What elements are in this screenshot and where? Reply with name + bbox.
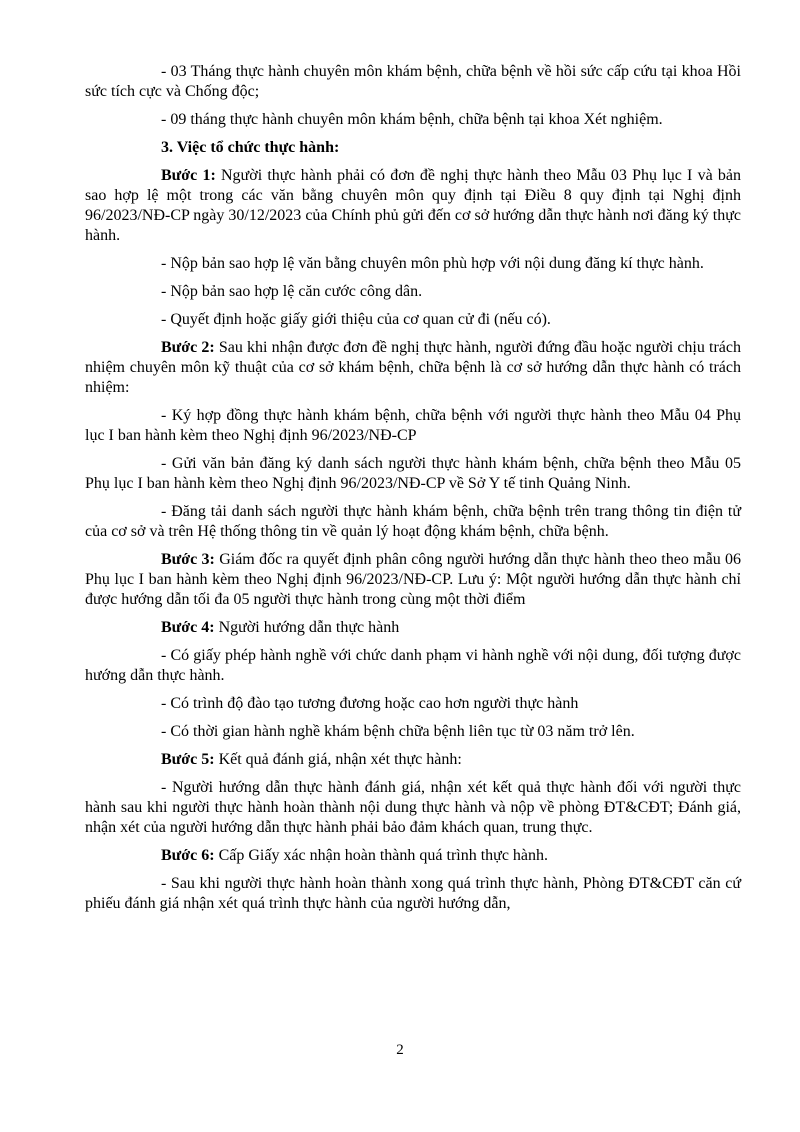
paragraph-text: Giám đốc ra quyết định phân công người hướng dẫn thực hành theo theo mẫu 06 Phụ lục I ban hành kèm theo Nghị định 96/2023/NĐ-CP. Lưu ý: Một người hướng dẫn thực hành chỉ được hướng dẫn tối đa 05 người thực hành trong cùng một thời điểm <box>85 551 742 608</box>
section-heading-label: 3. Việc tổ chức thực hành: <box>161 139 340 156</box>
paragraph <box>85 110 741 130</box>
paragraph-text: - 09 tháng thực hành chuyên môn khám bệnh, chữa bệnh tại khoa Xét nghiệm. <box>161 111 663 128</box>
paragraph <box>85 722 741 742</box>
step-label: Bước 4: <box>161 619 219 636</box>
paragraph-text: - Có giấy phép hành nghề với chức danh phạm vi hành nghề với nội dung, đối tượng được hướng dẫn thực hành. <box>85 647 741 684</box>
paragraph-text: - Nộp bản sao hợp lệ văn bằng chuyên môn phù hợp với nội dung đăng kí thực hành. <box>161 255 704 272</box>
step-paragraph <box>85 618 741 638</box>
paragraph-text: - Có trình độ đào tạo tương đương hoặc cao hơn người thực hành <box>161 695 579 712</box>
paragraph <box>85 62 741 102</box>
step-paragraph <box>85 166 741 246</box>
document-body <box>85 62 741 922</box>
paragraph-text: - Có thời gian hành nghề khám bệnh chữa bệnh liên tục từ 03 năm trở lên. <box>161 723 635 740</box>
paragraph-text: - Đăng tải danh sách người thực hành khám bệnh, chữa bệnh trên trang thông tin điện tử của cơ sở và trên Hệ thống thông tin về quản lý hoạt động khám bệnh, chữa bệnh. <box>85 503 741 540</box>
step-label: Bước 2: <box>161 339 219 356</box>
page-number: 2 <box>396 1042 404 1058</box>
paragraph-text: - Quyết định hoặc giấy giới thiệu của cơ quan cử đi (nếu có). <box>161 311 551 328</box>
paragraph-text: Người thực hành phải có đơn đề nghị thực hành theo Mẫu 03 Phụ lục I và bản sao hợp lệ một trong các văn bằng chuyên môn quy định tại Điều 8 quy định tại Nghị định 96/2023/NĐ-CP ngày 30/12/2023 của Chính phủ gửi đến cơ sở hướng dẫn thực hành nơi đăng ký thực hành. <box>85 167 741 244</box>
step-label: Bước 1: <box>161 167 221 184</box>
paragraph <box>85 454 741 494</box>
paragraph <box>85 778 741 838</box>
paragraph <box>85 254 741 274</box>
paragraph-text: - Người hướng dẫn thực hành đánh giá, nhận xét kết quả thực hành đối với người thực hành sau khi người thực hành hoàn thành nội dung thực hành và nộp về phòng ĐT&CĐT; Đánh giá, nhận xét của người hướng dẫn thực hành phải bảo đảm khách quan, trung thực. <box>85 779 741 836</box>
paragraph <box>85 282 741 302</box>
paragraph-text: Cấp Giấy xác nhận hoàn thành quá trình thực hành. <box>218 847 549 864</box>
paragraph <box>85 502 741 542</box>
step-paragraph <box>85 750 741 770</box>
paragraph-text: Kết quả đánh giá, nhận xét thực hành: <box>218 751 462 768</box>
paragraph-text: - Nộp bản sao hợp lệ căn cước công dân. <box>161 283 423 300</box>
paragraph-text: - Ký hợp đồng thực hành khám bệnh, chữa bệnh với người thực hành theo Mẫu 04 Phụ lục I ban hành kèm theo Nghị định 96/2023/NĐ-CP <box>85 407 741 444</box>
paragraph <box>85 874 741 914</box>
step-paragraph <box>85 846 741 866</box>
paragraph <box>85 406 741 446</box>
paragraph-text: - Sau khi người thực hành hoàn thành xong quá trình thực hành, Phòng ĐT&CĐT căn cứ phiếu đánh giá nhận xét quá trình thực hành của người hướng dẫn, <box>85 875 741 912</box>
paragraph <box>85 694 741 714</box>
step-label: Bước 6: <box>161 847 219 864</box>
section-heading <box>85 138 741 158</box>
paragraph-text: - 03 Tháng thực hành chuyên môn khám bệnh, chữa bệnh về hồi sức cấp cứu tại khoa Hồi sức tích cực và Chống độc; <box>85 63 741 100</box>
paragraph-text: Sau khi nhận được đơn đề nghị thực hành, người đứng đầu hoặc người chịu trách nhiệm chuyên môn kỹ thuật của cơ sở khám bệnh, chữa bệnh là cơ sở hướng dẫn thực hành có trách nhiệm: <box>85 339 742 396</box>
step-paragraph <box>85 550 741 610</box>
paragraph-text: Người hướng dẫn thực hành <box>218 619 400 636</box>
step-label: Bước 5: <box>161 751 219 768</box>
step-label: Bước 3: <box>161 551 220 568</box>
paragraph <box>85 646 741 686</box>
paragraph <box>85 310 741 330</box>
paragraph-text: - Gửi văn bản đăng ký danh sách người thực hành khám bệnh, chữa bệnh theo Mẫu 05 Phụ lục I ban hành kèm theo Nghị định 96/2023/NĐ-CP về Sở Y tế tinh Quảng Ninh. <box>85 455 741 492</box>
step-paragraph <box>85 338 741 398</box>
